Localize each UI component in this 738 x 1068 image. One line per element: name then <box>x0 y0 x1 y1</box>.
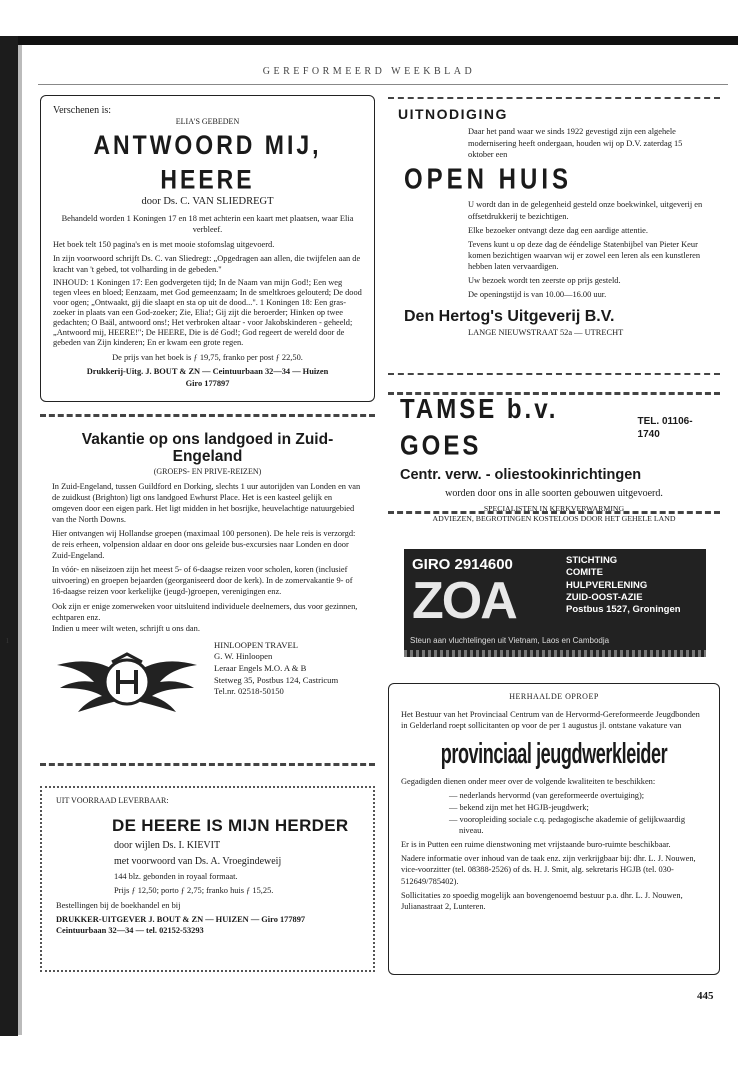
job-heading: HERHAALDE OPROEP <box>509 692 599 701</box>
herder-order: Bestellingen bij de boekhandel en bij <box>56 900 181 910</box>
margin-mark: ı <box>6 635 9 646</box>
requirements-list <box>401 790 707 836</box>
job-p5: Sollicitaties zo spoedig mogelijk aan bovengenoemd bestuur p.a. dhr. L. J. Nouwen, Julianastraat 2, Lunteren. <box>401 890 683 911</box>
page-spine-shadow <box>0 36 18 1036</box>
table-of-contents: INHOUD: 1 Koningen 17: Een godvergeten tijd; In de Naam van mijn God!; Een weg tegen vlees en bloed; Eenzaam, met God gemeenzaam; In de smeltkroes gelouterd; De dood voor ogen; „Ontwaakt, gij die slaapt en sta op uit de dood...". 1 Koningen 18: Een gras-zoeker in plaats van een God-zoeker; Zie, Elia!; Gij zijt die beroerder; Hinken op twee gedachten; O Baäl, antwoord ons!; Het verbroken altaar - voor Jakobskinderen - geheeld; „Antwoord mij, HEERE!"; De HEERE, Die is dé God!; God regeert de wereld door de gebeden van Zijn kinderen; En er kwam een grote regen. <box>53 277 362 348</box>
herder-price: Prijs ƒ 12,50; porto ƒ 2,75; franko huis ƒ 15,25. <box>114 886 274 896</box>
running-head: GEREFORMEERD WEEKBLAD <box>262 66 476 77</box>
job-title: provinciaal jeugdwerkleider <box>440 736 668 770</box>
requirement-item: — vooropleiding sociale c.q. pedagogische akademie of gelijkwaardig niveau. <box>449 814 707 836</box>
ad-job-call <box>388 683 720 975</box>
zoa-line-5: Postbus 1527, Groningen <box>566 604 681 616</box>
invitation-p1: Daar het pand waar we sinds 1922 gevestigd zijn een algehele modernisering heeft ondergaan, houden wij op D.V. zaterdag 15 oktober een <box>468 127 683 159</box>
tamse-line3: worden door ons in alle soorten gebouwen uitgevoerd. <box>445 488 663 500</box>
herder-foreword: met voorwoord van Ds. A. Vroegindeweij <box>114 856 282 868</box>
holiday-title: Vakantie op ons landgoed in Zuid-Engeland <box>81 431 334 466</box>
invitation-p5: Uw bezoek wordt ten zeerste op prijs gesteld. <box>468 275 621 285</box>
herder-kicker: UIT VOORRAAD LEVERBAAR: <box>56 796 169 805</box>
holiday-p5: Indien u meer wilt weten, schrijft u ons dan. <box>52 623 200 633</box>
holiday-p4: Ook zijn er enige zomerweken voor uitsluitend individuele deelnemers, dus voor gezinnen, echtparen enz. <box>52 601 358 622</box>
zoa-strip <box>404 650 706 657</box>
page-spine-gradient <box>18 45 22 1035</box>
published-label: Verschenen is: <box>53 105 112 116</box>
description-p2: Het boek telt 150 pagina's en is met mooie stofomslag uitgevoerd. <box>53 239 275 249</box>
zoa-logo: ZOA <box>412 572 516 630</box>
zoa-line-1: STICHTING <box>566 555 618 566</box>
requirement-item: — bekend zijn met het HGJB-jeugdwerk; <box>449 802 707 813</box>
tamse-name: TAMSE b.v. GOES <box>400 393 559 462</box>
zoa-giro: GIRO 2914600 <box>412 556 513 573</box>
winged-h-logo-icon <box>52 640 202 720</box>
price-line: De prijs van het boek is ƒ 19,75, franko per post ƒ 22,50. <box>112 353 303 363</box>
tamse-line5: ADVIEZEN, BEGROTINGEN KOSTELOOS DOOR HET GEHELE LAND <box>432 513 676 523</box>
head-rule <box>38 84 728 85</box>
herder-title: DE HEERE IS MIJN HERDER <box>112 815 349 835</box>
book-kicker: ELIA'S GEBEDEN <box>175 117 240 127</box>
herder-pages: 144 blz. gebonden in royaal formaat. <box>114 872 238 882</box>
job-p2: Gegadigden dienen onder meer over de volgende kwaliteiten te beschikken: <box>401 776 656 786</box>
contact-line-5: Tel.nr. 02518-50150 <box>214 686 284 697</box>
job-p4: Nadere informatie over inhoud van de taak enz. zijn verkrijgbaar bij: dhr. L. J. Nouwen, vice-voorzitter (tel. 08388-2526) of ds. H. J. Smit, alg. sekretaris HGJB (tel. 030-512649/785402). <box>401 854 696 886</box>
ad-tamse-heating <box>388 392 720 523</box>
job-p3: Er is in Putten een ruime dienstwoning met vrijstaande buro-ruimte beschikbaar. <box>401 840 671 850</box>
invitation-p2: U wordt dan in de gelegenheid gesteld onze boekwinkel, uitgeverij en offsetdrukkerij te bezichtigen. <box>468 200 703 221</box>
invitation-heading: UITNODIGING <box>398 106 508 122</box>
zoa-line-2: COMITE <box>566 567 603 579</box>
invitation-p4: Tevens kunt u op deze dag de ééndelige Statenbijbel van Pieter Keur komen bezichtigen waarvan wij er zowel een leren als een kunstleren hebben laten vervaardigen. <box>468 239 701 271</box>
job-p1: Het Bestuur van het Provinciaal Centrum van de Hervormd-Gereformeerde Jeugdbonden in Gelderland roept sollicitanten op voor de per 1 augustus jl. ontstane vakature van <box>401 709 700 730</box>
open-house-title: OPEN HUIS <box>404 162 573 196</box>
holiday-p1: In Zuid-Engeland, tussen Guildford en Dorking, slechts 1 uur autorijden van Londen en van de zuidkust (Brighton) ligt ons landgoed Ewhurst Place. Het is een kasteel gelijk en omgeven door een eigen park. Het ligt midden in het bosrijke, heuvelachtige natuurgebied van the North Downs. <box>52 481 361 524</box>
invitation-p6: De openingstijd is van 10.00—16.00 uur. <box>468 290 607 300</box>
description-p1: Behandeld worden 1 Koningen 17 en 18 met achterin een kaart met plaatsen, waar Elia verbleef. <box>61 214 354 235</box>
tamse-line4: SPECIALISTEN IN KERKVERWARMING <box>483 503 625 513</box>
contact-line-3: Leraar Engels M.O. A & B <box>214 663 307 674</box>
contact-line-2: G. W. Hinloopen <box>214 651 273 662</box>
herder-author: door wijlen Ds. I. KIEVIT <box>114 839 221 851</box>
giro-line: Giro 177897 <box>185 378 230 388</box>
book-title: ANTWOORD MIJ, HEERE <box>93 129 322 195</box>
invitation-p3: Elke bezoeker ontvangt deze dag een aardige attentie. <box>468 225 648 235</box>
page-number: 445 <box>697 990 714 1002</box>
holiday-p2: Hier ontvangen wij Hollandse groepen (maximaal 100 personen). De hele reis is verzorgd: de reis erheen, volpension aldaar en door ons geleide bus-excursies naar Londen en door Zuid-Engeland. <box>52 529 356 561</box>
tamse-phone: TEL. 01106-1740 <box>637 416 693 441</box>
ad-zoa-charity <box>404 549 706 657</box>
page-top-border <box>0 36 738 45</box>
ad-holiday-england <box>40 414 375 766</box>
publisher-line: Drukkerij-Uitg. J. BOUT & ZN — Ceintuurbaan 32—34 — Huizen <box>86 367 329 377</box>
herder-publisher-2: Ceintuurbaan 32—34 — tel. 02152-53293 <box>56 925 204 935</box>
zoa-line-4: ZUID-OOST-AZIE <box>566 592 643 604</box>
company-address: LANGE NIEUWSTRAAT 52a — UTRECHT <box>468 328 624 338</box>
zoa-line-3: HULPVERLENING <box>566 579 648 591</box>
holiday-subtitle: (GROEPS- EN PRIVE-REIZEN) <box>153 467 262 477</box>
herder-publisher-1: DRUKKER-UITGEVER J. BOUT & ZN — HUIZEN — Giro 177897 <box>56 914 306 924</box>
book-author: door Ds. C. VAN SLIEDREGT <box>141 196 274 208</box>
company-name: Den Hertog's Uitgeverij B.V. <box>404 308 615 326</box>
contact-line-1: HINLOOPEN TRAVEL <box>214 639 298 650</box>
holiday-p3: In vóór- en näseizoen zijn het meest 5- of 6-daagse reizen voor scholen, koren (inclusief uitvoering) en groepen bejaarden (georganiseerd door de kerk). In de zomervakantie 9- of 16-daagse reizen voor kerkelijke (jeugd-)groepen, verenigingen enz. <box>52 565 353 597</box>
ad-herder-book <box>40 786 375 972</box>
ad-open-house <box>388 97 720 375</box>
ad-elia-book <box>40 95 375 402</box>
contact-line-4: Stetweg 35, Postbus 124, Castricum <box>214 674 339 685</box>
description-p3: In zijn voorwoord schrijft Ds. C. van Sliedregt: „Opgedragen aan allen, die twijfelen aan de kracht van 't gebed, tot volharding in de gebeden." <box>53 253 361 274</box>
tamse-service: Centr. verw. - oliestookinrichtingen <box>400 467 642 484</box>
zoa-footer: Steun aan vluchtelingen uit Vietnam, Laos en Cambodja <box>410 636 610 646</box>
requirement-item: — nederlands hervormd (van gereformeerde overtuiging); <box>449 790 707 801</box>
